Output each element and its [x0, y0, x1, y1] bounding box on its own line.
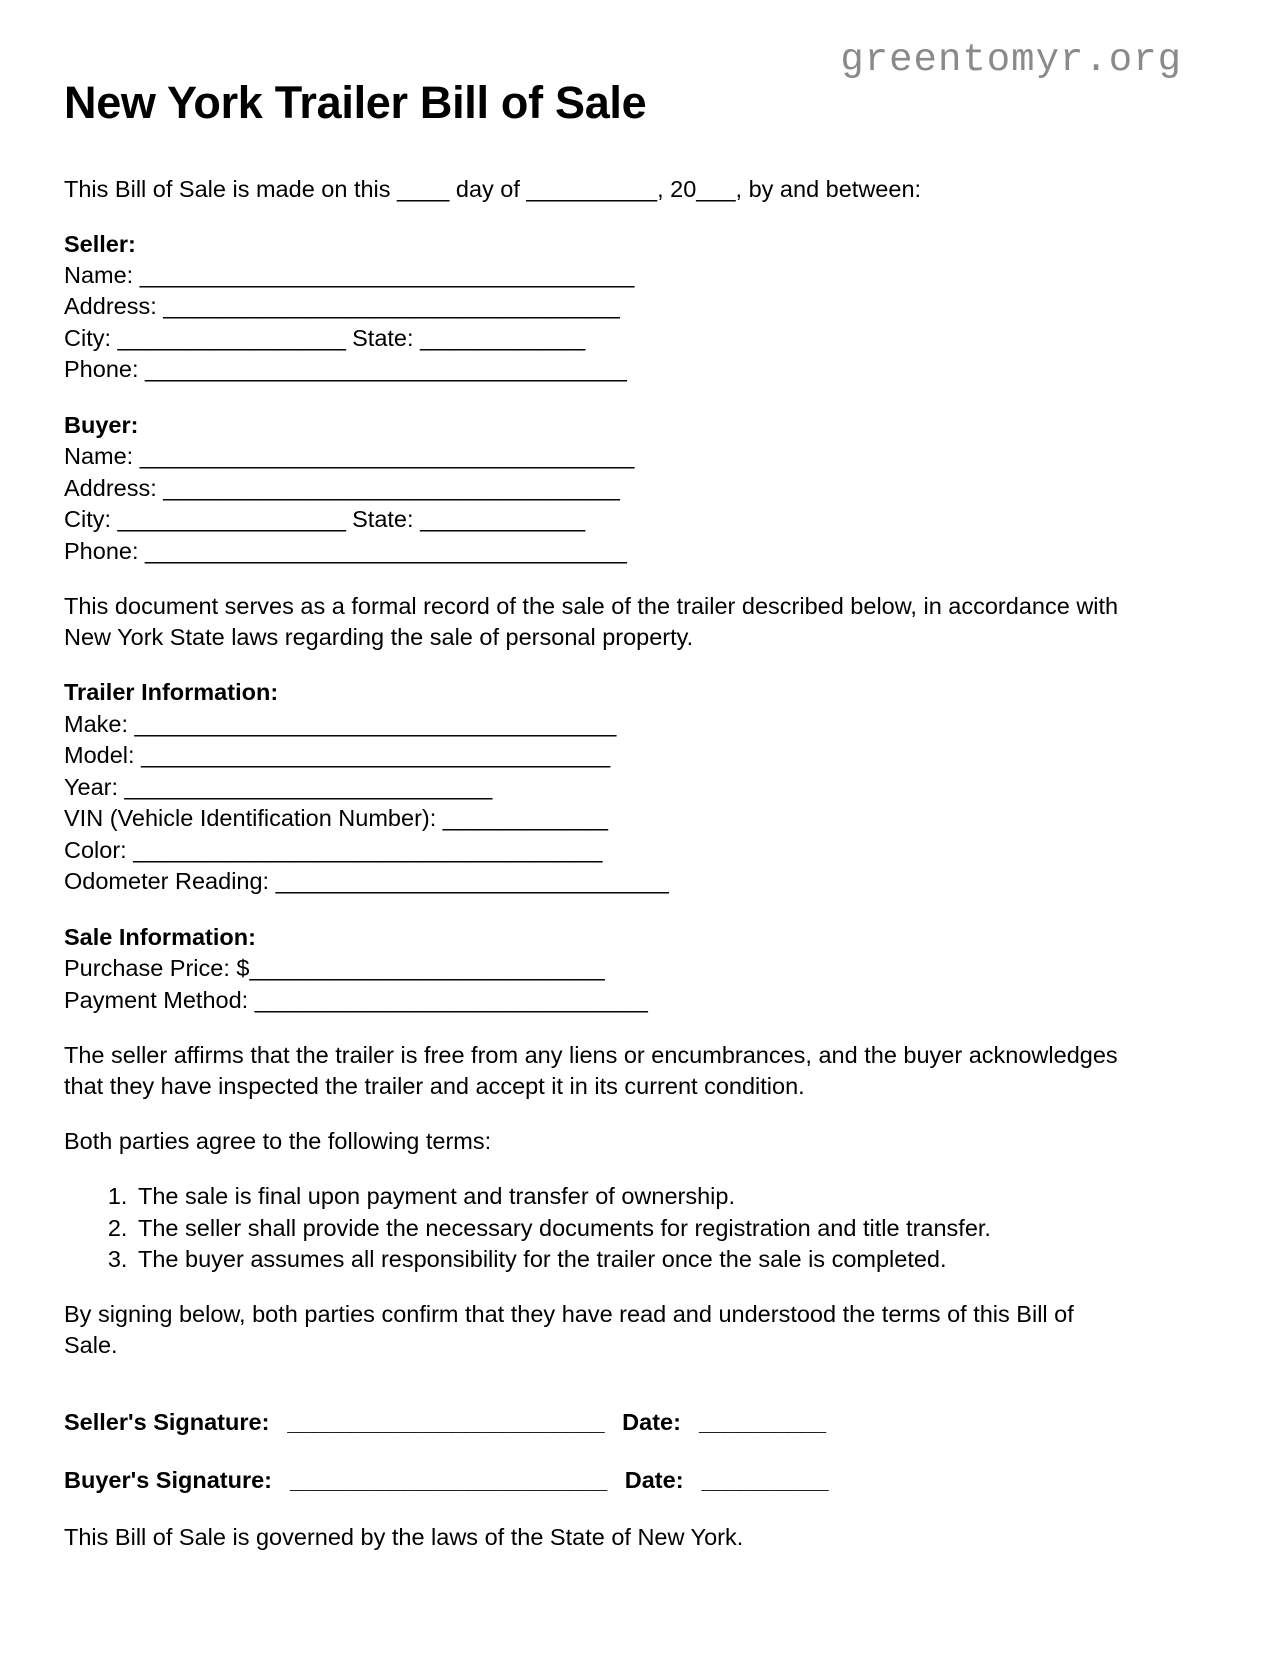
purchase-price-field — [64, 953, 1124, 984]
seller-signature-row — [64, 1407, 1124, 1438]
intro-paragraph: This Bill of Sale is made on this ____ day of __________, 20___, by and between: — [64, 175, 922, 202]
page-title: New York Trailer Bill of Sale — [64, 77, 647, 128]
buyer-date-label: Date: — [624, 1466, 684, 1493]
buyer-signature-blank[interactable]: _________________________ — [290, 1466, 607, 1493]
buyer-name-field — [64, 441, 1124, 472]
buyer-city-state-field — [64, 504, 1124, 535]
buyer-name-label: Name: — [64, 443, 140, 470]
terms-intro-paragraph: Both parties agree to the following terms: — [64, 1128, 492, 1155]
trailer-information-heading: Trailer Information: — [64, 679, 279, 706]
list-item: 1. The sale is final upon payment and transfer of ownership. — [134, 1181, 1124, 1212]
buyer-name-blank[interactable]: _______________________________________ — [139, 443, 634, 470]
affirmation-paragraph: The seller affirms that the trailer is free from any liens or encumbrances, and the buyer acknowledges that they have inspected the trailer and accept it in its current condition. — [64, 1042, 1118, 1100]
buyer-phone-blank[interactable]: ______________________________________ — [145, 537, 627, 564]
payment-method-field — [64, 985, 1124, 1016]
trailer-color-field — [64, 835, 1124, 866]
buyer-date-blank[interactable]: __________ — [701, 1466, 829, 1493]
buyer-block — [64, 410, 1124, 567]
seller-address-label: Address: — [64, 293, 164, 320]
buyer-city-blank[interactable]: __________________ — [117, 506, 346, 533]
payment-method-blank[interactable]: _______________________________ — [254, 986, 648, 1013]
seller-signature-blank[interactable]: _________________________ — [287, 1409, 605, 1436]
buyer-address-field — [64, 473, 1124, 504]
trailer-make-blank[interactable]: ______________________________________ — [134, 710, 616, 737]
seller-name-field — [64, 260, 1124, 291]
buyer-phone-label: Phone: — [64, 537, 146, 564]
document-content — [64, 78, 1124, 1554]
seller-name-label: Name: — [64, 262, 140, 288]
trailer-make-label: Make: — [64, 710, 135, 737]
list-item: 2. The seller shall provide the necessary documents for registration and title transfer. — [134, 1213, 1124, 1244]
buyer-signature-label: Buyer's Signature: — [64, 1466, 273, 1493]
buyer-phone-field — [64, 536, 1124, 567]
trailer-vin-field — [64, 803, 1124, 834]
terms-list — [64, 1181, 1124, 1275]
seller-state-label: State: — [345, 324, 421, 351]
seller-address-blank[interactable]: ____________________________________ — [163, 293, 620, 320]
trailer-odometer-label: Odometer Reading: — [64, 868, 276, 895]
seller-name-blank[interactable]: _______________________________________ — [139, 262, 634, 288]
trailer-model-blank[interactable]: _____________________________________ — [141, 742, 610, 769]
buyer-state-label: State: — [345, 506, 421, 533]
description-paragraph: This document serves as a formal record of the sale of the trailer described below, in accordance with New York State laws regarding the sale of personal property. — [64, 593, 1119, 651]
trailer-model-label: Model: — [64, 742, 142, 769]
trailer-year-field — [64, 772, 1124, 803]
watermark-greentomyr: greentomyr.org — [840, 38, 1182, 82]
seller-phone-field — [64, 354, 1124, 385]
seller-block — [64, 229, 1124, 386]
seller-phone-blank[interactable]: ______________________________________ — [145, 356, 627, 383]
purchase-price-blank[interactable]: ____________________________ — [249, 955, 605, 982]
payment-method-label: Payment Method: — [64, 986, 255, 1013]
seller-state-blank[interactable]: _____________ — [420, 324, 585, 351]
trailer-year-blank[interactable]: _____________________________ — [124, 773, 492, 800]
seller-phone-label: Phone: — [64, 356, 146, 383]
sale-information-heading: Sale Information: — [64, 923, 256, 950]
seller-signature-label: Seller's Signature: — [64, 1409, 270, 1436]
seller-city-state-field — [64, 323, 1124, 354]
buyer-address-blank[interactable]: ____________________________________ — [163, 474, 620, 501]
signing-statement-paragraph: By signing below, both parties confirm that they have read and understood the terms of this Bill of Sale. — [64, 1301, 1074, 1359]
buyer-state-blank[interactable]: _____________ — [420, 506, 585, 533]
seller-city-blank[interactable]: __________________ — [117, 324, 346, 351]
buyer-heading: Buyer: — [64, 411, 139, 438]
trailer-color-blank[interactable]: _____________________________________ — [133, 836, 602, 863]
list-item: 3. The buyer assumes all responsibility for the trailer once the sale is completed. — [134, 1244, 1124, 1275]
governing-law-paragraph: This Bill of Sale is governed by the laws of the State of New York. — [64, 1524, 744, 1551]
sale-information-block — [64, 922, 1124, 1016]
seller-city-label: City: — [64, 324, 118, 351]
trailer-vin-blank[interactable]: _____________ — [442, 805, 608, 832]
trailer-make-field — [64, 709, 1124, 740]
trailer-odometer-field — [64, 866, 1124, 897]
seller-address-field — [64, 291, 1124, 322]
purchase-price-label: Purchase Price: $ — [64, 955, 250, 982]
signature-spacer — [64, 1385, 1124, 1407]
trailer-year-label: Year: — [64, 773, 125, 800]
trailer-odometer-blank[interactable]: _______________________________ — [275, 868, 669, 895]
buyer-signature-row — [64, 1465, 1124, 1496]
trailer-color-label: Color: — [64, 836, 134, 863]
trailer-information-block — [64, 677, 1124, 897]
seller-date-label: Date: — [622, 1409, 681, 1436]
buyer-address-label: Address: — [64, 474, 164, 501]
trailer-vin-label: VIN (Vehicle Identification Number): — [64, 805, 443, 832]
seller-heading: Seller: — [64, 230, 136, 257]
buyer-city-label: City: — [64, 506, 118, 533]
seller-date-blank[interactable]: __________ — [698, 1409, 826, 1436]
trailer-model-field — [64, 740, 1124, 771]
